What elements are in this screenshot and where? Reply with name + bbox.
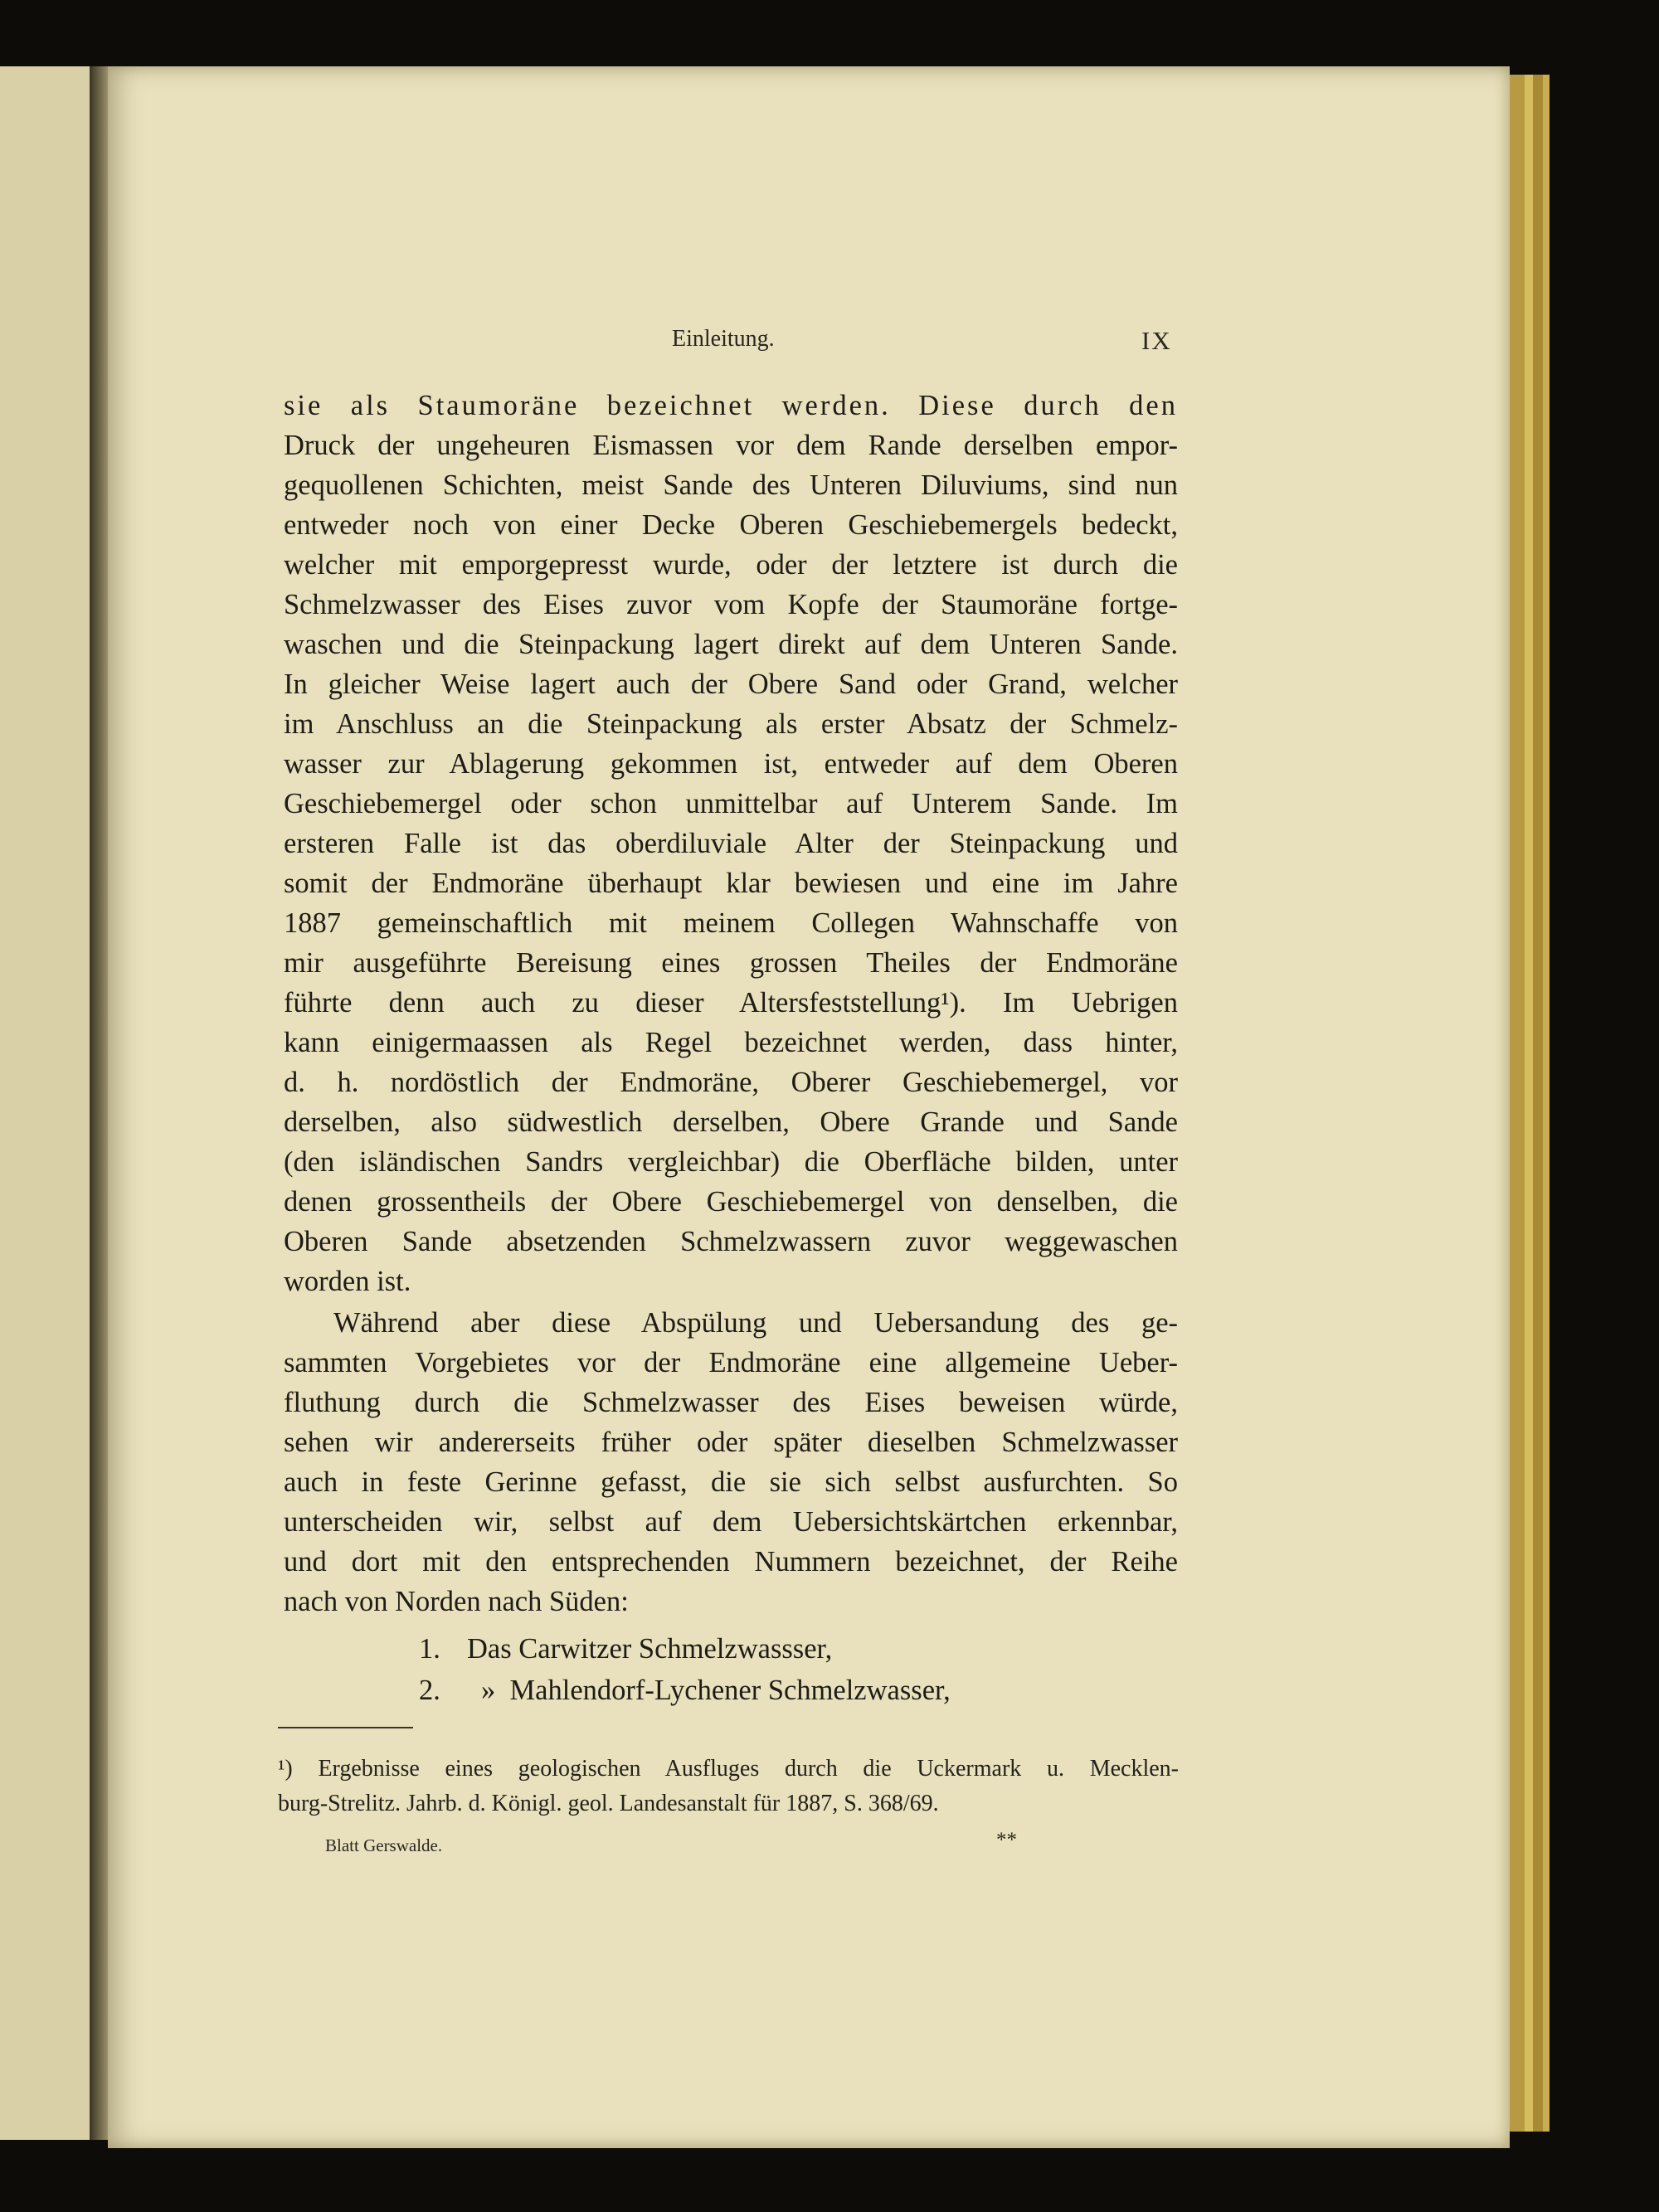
text-line: sie als Staumoräne bezeichnet werden. Diese durch den bbox=[284, 390, 1178, 421]
text-line: ersteren Falle ist das oberdiluviale Alter der Steinpackung und bbox=[284, 828, 1178, 859]
text-line: 1887 gemeinschaftlich mit meinem Collegen Wahnschaffe von bbox=[284, 907, 1178, 939]
footnote-rule bbox=[278, 1727, 413, 1728]
text-line: In gleicher Weise lagert auch der Obere Sand oder Grand, welcher bbox=[284, 668, 1178, 700]
sheet-signature: Blatt Gerswalde. bbox=[325, 1835, 443, 1855]
text-line: d. h. nordöstlich der Endmoräne, Oberer Geschiebemergel, vor bbox=[284, 1067, 1178, 1098]
text-line: wasser zur Ablagerung gekommen ist, entweder auf dem Oberen bbox=[284, 748, 1178, 780]
left-page-edge bbox=[0, 66, 92, 2140]
text-line: unterscheiden wir, selbst auf dem Uebersichtskärtchen erkennbar, bbox=[284, 1506, 1178, 1538]
text-line: nach von Norden nach Süden: bbox=[284, 1586, 629, 1617]
text-line: entweder noch von einer Decke Oberen Geschiebemergels bedeckt, bbox=[284, 509, 1178, 541]
list-item: » Mahlendorf-Lychener Schmelzwasser, bbox=[481, 1675, 951, 1706]
page-edge bbox=[1510, 75, 1525, 2132]
text-line: Oberen Sande absetzenden Schmelzwassern zuvor weggewaschen bbox=[284, 1226, 1178, 1257]
text-line: Druck der ungeheuren Eismassen vor dem Rande derselben empor- bbox=[284, 430, 1178, 461]
text-line: waschen und die Steinpackung lagert direkt auf dem Unteren Sande. bbox=[284, 629, 1178, 660]
text-line: (den isländischen Sandrs vergleichbar) die Oberfläche bilden, unter bbox=[284, 1146, 1178, 1178]
signature-mark: ** bbox=[996, 1829, 1017, 1851]
text-line: mir ausgeführte Bereisung eines grossen Theiles der Endmoräne bbox=[284, 947, 1178, 979]
running-header: Einleitung. bbox=[672, 326, 775, 352]
list-number: 2. bbox=[419, 1675, 440, 1706]
text-line: sehen wir andererseits früher oder später dieselben Schmelzwasser bbox=[284, 1427, 1178, 1458]
list-item: Das Carwitzer Schmelzwassser, bbox=[467, 1633, 833, 1665]
text-line: derselben, also südwestlich derselben, Obere Grande und Sande bbox=[284, 1106, 1178, 1138]
page-edge bbox=[1543, 75, 1550, 2132]
text-line: denen grossentheils der Obere Geschiebemergel von denselben, die bbox=[284, 1186, 1178, 1218]
text-line: gequollenen Schichten, meist Sande des Unteren Diluviums, sind nun bbox=[284, 469, 1178, 501]
text-line: und dort mit den entsprechenden Nummern bezeichnet, der Reihe bbox=[284, 1546, 1178, 1578]
page-edge bbox=[1533, 75, 1543, 2132]
page-edge bbox=[1525, 75, 1533, 2132]
text-line: welcher mit emporgepresst wurde, oder der letztere ist durch die bbox=[284, 549, 1178, 581]
list-number: 1. bbox=[419, 1633, 440, 1665]
footnote-line: ¹) Ergebnisse eines geologischen Ausfluges durch die Uckermark u. Mecklen- bbox=[278, 1756, 1179, 1782]
text-line: im Anschluss an die Steinpackung als erster Absatz der Schmelz- bbox=[284, 708, 1178, 740]
text-line: fluthung durch die Schmelzwasser des Eises beweisen würde, bbox=[284, 1387, 1178, 1418]
text-line: kann einigermaassen als Regel bezeichnet werden, dass hinter, bbox=[284, 1027, 1178, 1058]
book-gutter bbox=[90, 66, 108, 2140]
text-line: sammten Vorgebietes vor der Endmoräne eine allgemeine Ueber- bbox=[284, 1347, 1178, 1378]
text-line: Während aber diese Abspülung und Uebersandung des ge- bbox=[333, 1307, 1178, 1339]
text-line: Geschiebemergel oder schon unmittelbar auf Unterem Sande. Im bbox=[284, 788, 1178, 819]
text-line: auch in feste Gerinne gefasst, die sie sich selbst ausfurchten. So bbox=[284, 1466, 1178, 1498]
text-line: führte denn auch zu dieser Altersfeststellung¹). Im Uebrigen bbox=[284, 987, 1178, 1018]
text-line: somit der Endmoräne überhaupt klar bewiesen und eine im Jahre bbox=[284, 868, 1178, 899]
page-number: IX bbox=[1141, 326, 1172, 355]
footnote-line: burg-Strelitz. Jahrb. d. Königl. geol. Landesanstalt für 1887, S. 368/69. bbox=[278, 1791, 939, 1816]
text-line: worden ist. bbox=[284, 1266, 411, 1297]
text-line: Schmelzwasser des Eises zuvor vom Kopfe der Staumoräne fortge- bbox=[284, 589, 1178, 620]
